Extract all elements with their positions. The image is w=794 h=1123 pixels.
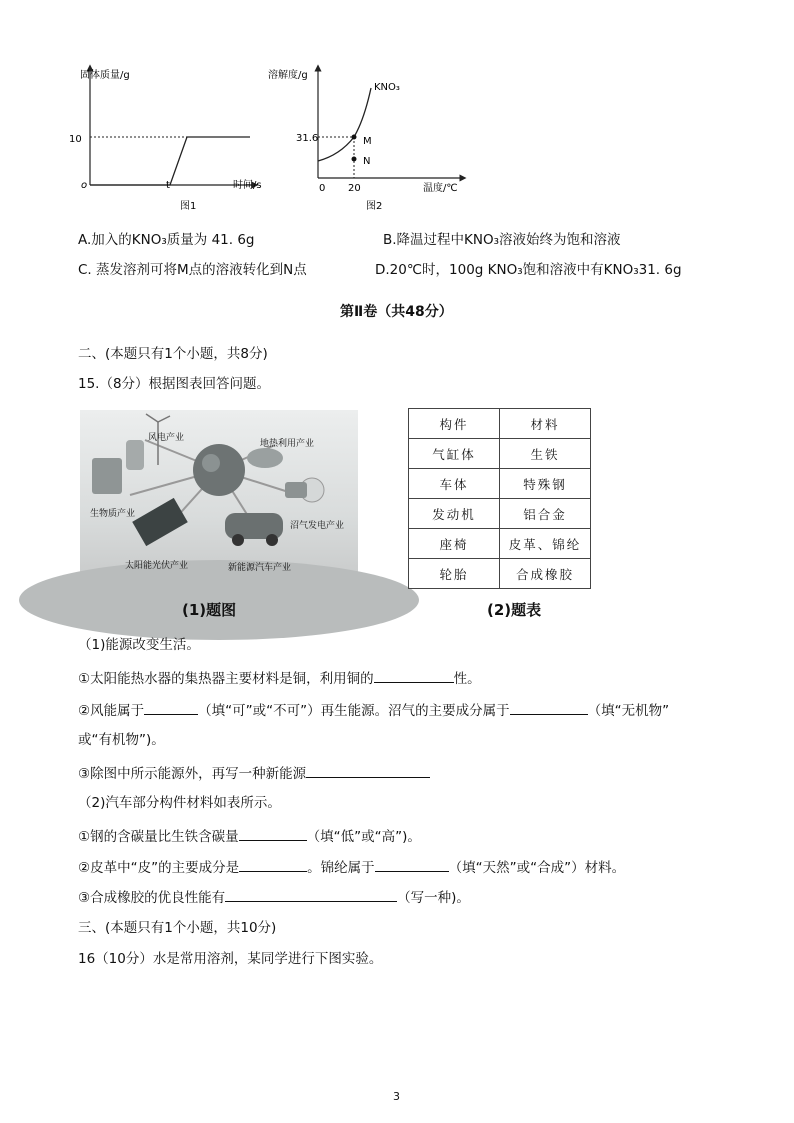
- cooling-tower-icon: [126, 440, 144, 470]
- materials-table: [408, 408, 591, 589]
- fig2-point-n: [352, 157, 357, 162]
- label-ev: 新能源汽车产业: [228, 563, 292, 573]
- fig2-ylabel: 溶解度/g: [268, 70, 308, 81]
- fig1-caption: 图1: [180, 201, 197, 212]
- fig2-xtick-20: 20: [348, 183, 361, 194]
- answer-blank[interactable]: [306, 763, 430, 778]
- section2-heading: 二、(本题只有1个小题，共8分): [78, 346, 268, 362]
- fig1-ylabel: 固体质量/g: [80, 70, 130, 81]
- q15-part2: （2)汽车部分构件材料如表所示。: [78, 795, 281, 811]
- fig1-mass-line: [90, 137, 250, 185]
- globe-icon: [193, 444, 245, 496]
- fig2-point-m: [352, 135, 357, 140]
- q15-2-1: ①钢的含碳量比生铁含碳量 （填“低”或“高”)。: [78, 826, 421, 846]
- option-d: D.20℃时，100g KNO₃饱和溶液中有KNO₃31. 6g: [375, 262, 682, 278]
- answer-blank[interactable]: [239, 826, 307, 841]
- label-solar: 太阳能光伏产业: [125, 561, 189, 571]
- option-b: B.降温过程中KNO₃溶液始终为饱和溶液: [383, 232, 621, 248]
- fig1-origin: o: [81, 180, 88, 191]
- table-header-row: [409, 409, 591, 439]
- fig1-xlabel: 时间/s: [233, 180, 262, 191]
- factory-icon: [92, 458, 122, 494]
- option-c: C. 蒸发溶剂可将M点的溶液转化到N点: [78, 262, 307, 278]
- q15-1-2: ②风能属于 （填“可”或“不可”）再生能源。沼气的主要成分属于 （填“无机物”: [78, 700, 669, 720]
- answer-blank[interactable]: [239, 857, 307, 872]
- option-a: A.加入的KNO₃质量为 41. 6g: [78, 232, 255, 248]
- fig2-kno3-curve: [318, 88, 371, 161]
- fig2-ytick: 31.6: [296, 133, 319, 144]
- fig2-xlabel: 温度/℃: [423, 183, 458, 194]
- fig2-label-n: N: [363, 156, 371, 167]
- answer-blank[interactable]: [374, 668, 454, 683]
- page-number: 3: [393, 1090, 400, 1103]
- table-row: 气缸体 生铁: [409, 439, 591, 469]
- q15-1-2-cont: 或“有机物”)。: [78, 732, 165, 748]
- label-biogas: 沼气发电产业: [290, 521, 345, 531]
- energy-industry-figure: [80, 410, 358, 586]
- volume-title: 第Ⅱ卷（共48分）: [340, 304, 453, 320]
- section3-heading: 三、(本题只有1个小题，共10分): [78, 920, 277, 936]
- figure-2-chart: [268, 60, 468, 220]
- fig2-caption: 图2: [366, 201, 383, 212]
- q15-part1: （1)能源改变生活。: [78, 637, 200, 653]
- question-16: 16（10分）水是常用溶剂，某同学进行下图实验。: [78, 951, 383, 967]
- figure-caption: (1)题图: [182, 601, 237, 619]
- fig1-xtick: t: [166, 180, 170, 191]
- solar-panel-icon: [132, 498, 188, 546]
- label-geo: 地热利用产业: [260, 439, 315, 449]
- table-header: 材料: [500, 409, 591, 439]
- answer-blank[interactable]: [375, 857, 449, 872]
- answer-blank[interactable]: [225, 887, 397, 902]
- fig2-xtick-0: 0: [319, 183, 326, 194]
- label-wind: 风电产业: [148, 433, 185, 443]
- geothermal-icon: [247, 448, 283, 468]
- label-bio: 生物质产业: [90, 509, 136, 519]
- fig2-curve-label: KNO₃: [374, 82, 400, 93]
- table-header: 构件: [409, 409, 500, 439]
- fig1-ytick: 10: [69, 134, 82, 145]
- q15-2-2: ②皮革中“皮”的主要成分是 。锦纶属于 （填“天然”或“合成”）材料。: [78, 857, 625, 877]
- table-row: 车体 特殊钢: [409, 469, 591, 499]
- fig2-label-m: M: [363, 136, 372, 147]
- table-row: 座椅 皮革、锦纶: [409, 529, 591, 559]
- answer-blank[interactable]: [144, 700, 198, 715]
- table-row: 轮胎 合成橡胶: [409, 559, 591, 589]
- q15-2-3: ③合成橡胶的优良性能有 （写一种)。: [78, 887, 470, 907]
- q15-1-3: ③除图中所示能源外，再写一种新能源: [78, 763, 430, 783]
- answer-blank[interactable]: [510, 700, 588, 715]
- figure-1-chart: [69, 60, 265, 220]
- table-row: 发动机 铝合金: [409, 499, 591, 529]
- q15-1-1: ①太阳能热水器的集热器主要材料是铜，利用铜的 性。: [78, 668, 481, 688]
- table-caption: (2)题表: [487, 601, 542, 619]
- question-15: 15.（8分）根据图表回答问题。: [78, 376, 271, 392]
